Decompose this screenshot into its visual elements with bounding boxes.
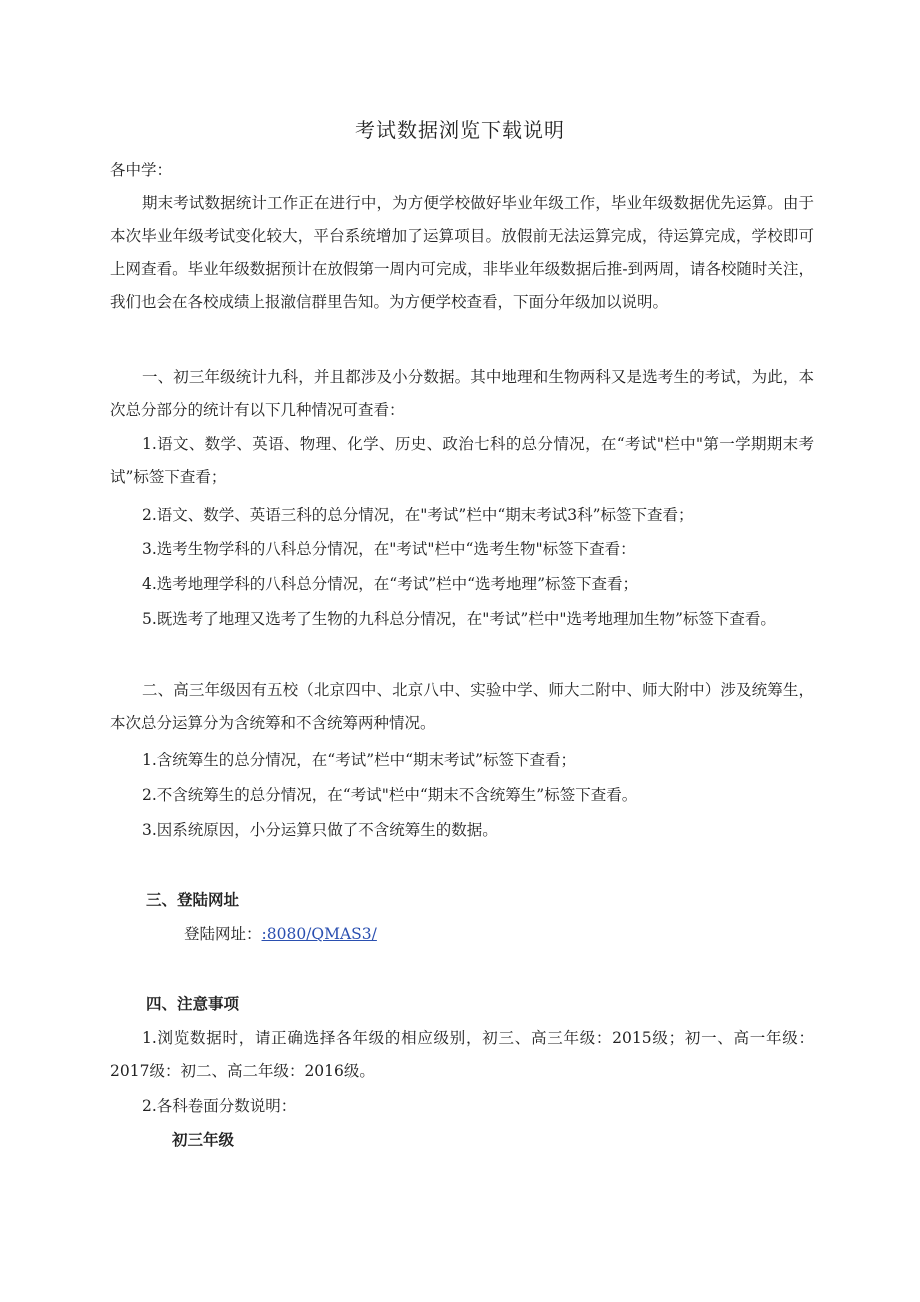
salutation: 各中学： [110,161,173,179]
section1-item-3: 3.选考生物学科的八科总分情况，在"考试"栏中“选考生物"标签下查看： [142,540,636,558]
section4-heading: 四、注意事项 [146,995,240,1013]
section2-item-3: 3.因系统原因，小分运算只做了不含统筹生的数据。 [142,821,498,839]
section1-item-2: 2.语文、数学、英语三科的总分情况，在"考试”栏中“期末考试3科”标签下查看； [142,506,694,524]
section2-item-2: 2.不含统筹生的总分情况，在“考试"栏中“期末不含统筹生”标签下查看。 [142,786,638,804]
section1-item-5: 5.既选考了地理又选考了生物的九科总分情况，在"考试”栏中"选考地理加生物”标签下查看。 [142,610,776,628]
section2-lead: 二、高三年级因有五校（北京四中、北京八中、实验中学、师大二附中、师大附中）涉及统筹生，本次总分运算分为含统筹和不含统筹两种情况。 [110,681,814,732]
section4-item-2: 2.各科卷面分数说明： [142,1097,297,1115]
section1-item-1: 1.语文、数学、英语、物理、化学、历史、政治七科的总分情况，在“考试"栏中"第一学期期末考试”标签下查看； [110,435,814,486]
section1-item-4: 4.选考地理学科的八科总分情况，在“考试”栏中“选考地理”标签下查看； [142,575,638,593]
grade-subheading: 初三年级 [172,1131,235,1149]
section3-heading: 三、登陆网址 [146,891,240,909]
section1-lead: 一、初三年级统计九科，并且都涉及小分数据。其中地理和生物两科又是选考生的考试，为此，本次总分部分的统计有以下几种情况可查看： [110,368,814,419]
login-url-link[interactable]: :8080/QMAS3/ [261,925,377,943]
intro-paragraph: 期末考试数据统计工作正在进行中，为方便学校做好毕业年级工作，毕业年级数据优先运算。由于本次毕业年级考试变化较大，平台系统增加了运算项目。放假前无法运算完成，待运算完成，学校即可上网查看。毕业年级数据预计在放假第一周内可完成，非毕业年级数据后推-到两周，请各校随时关注，我们也会在各校成绩上报澈信群里告知。为方便学校查看，下面分年级加以说明。 [110,194,814,311]
section2-item-1: 1.含统筹生的总分情况，在“考试”栏中“期末考试”标签下查看； [142,751,576,769]
document-title: 考试数据浏览下载说明 [355,118,565,142]
login-url-line [184,918,814,951]
section4-item-1: 1.浏览数据时，请正确选择各年级的相应级别，初三、高三年级：2015级；初一、高一年级：2017级：初二、高二年级：2016级。 [110,1029,814,1080]
login-url-label: 登陆网址： [184,925,262,943]
